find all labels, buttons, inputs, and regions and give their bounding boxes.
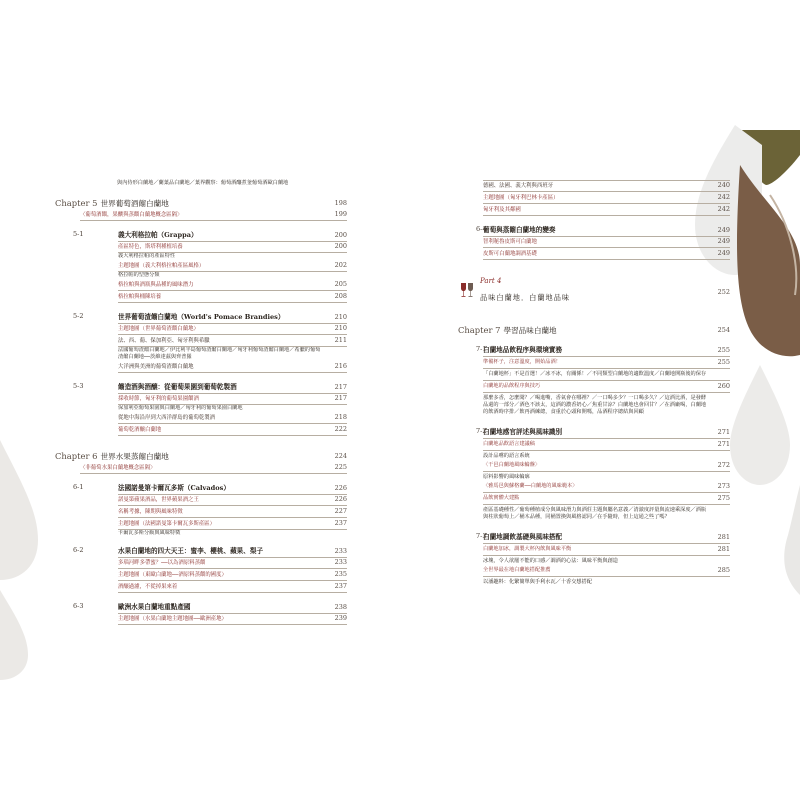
page-number: 224 [334,452,347,460]
toc-item[interactable]: 〈干邑白蘭地風味輪盤〉 272 [483,460,730,472]
toc-note: 格拉帕的型態分類 [118,272,160,278]
chapter-label: Chapter 7 [458,325,501,335]
toc-item[interactable]: 主題地圖（世界葡萄渣餾白蘭地） 210 [118,323,347,335]
toc-item[interactable]: 主題地圖（義大利格拉帕產區風格） 202 [118,260,347,272]
toc-item[interactable]: 匈牙利及其鄰國 242 [483,204,730,216]
toc-item[interactable]: 葡萄乾酒醸白蘭地 222 [118,424,347,436]
toc-item[interactable]: 格拉帕與桶陳培養 208 [118,291,347,303]
toc-item[interactable]: 格拉帕與酒瓶與品種的風味潛力 205 [118,279,347,291]
toc-note: 義大利格拉帕的產區特性 [118,253,176,259]
toc-item[interactable]: 白蘭地加冰，調製大杯內飲與風味平衡 281 [483,543,730,556]
toc-note: 產區基礎種性／葡萄種植成分與風味潛力與酒莊主題與屬名意義／清澈度評量與流速乘深度／酒瓶與柱狀葡萄上／桶木品種，同桶置換與風格認同／在手隨時，但上這通之些了嗎？ [483,507,707,520]
section-6-4[interactable]: 6-4 葡萄與蒸餾白蘭地的變奏 249 [476,225,730,234]
section-6-2[interactable]: 6-2 水果白蘭地的四大天王：蜜李、櫻桃、蘋果、梨子 233 [73,546,347,555]
right-page [458,180,730,588]
toc-item[interactable]: 產區特色，斯塔利種植培養 200 [118,241,347,253]
part-4-heading[interactable]: Part 4 品味白蘭地．白蘭地品味 252 [458,272,730,308]
left-page [55,180,347,625]
toc-item[interactable]: 名稱考據，陳期與風味特徵 227 [118,506,347,518]
chapter-subtitle[interactable]: 〈非葡萄水果白蘭地概念區隔〉 225 [80,462,347,474]
toc-note: 冰塊，令人欲罷不能的口感／調酒的心法：風味平衡與創造 [483,558,618,564]
section-6-3[interactable]: 6-3 歐洲水果白蘭地重點產國 238 [73,602,347,611]
section-7-1[interactable]: 7-1 白蘭地品飲程序與環境實務 255 [476,345,730,354]
section-5-1[interactable]: 5-1 義大利格拉帕（Grappa） 200 [73,230,347,239]
toc-note: 「白蘭地杯」不是首選！／冰不冰，有關係！／不同類型白蘭地的適飲溫度／白蘭地開瓶後的保存 [483,371,707,377]
wine-glass-icon [460,282,474,298]
toc-note: 設計品嚐的語言系統 [483,453,530,459]
toc-item[interactable]: 諾曼第蘋果酒品，世界蘋果酒之王 226 [118,494,347,506]
toc-note: 卡爾瓦多斯分級與風味特徵 [118,530,181,536]
toc-item[interactable]: 多瑙河畔多帶蜜？──以為酒原料蒸餾 233 [118,557,347,569]
toc-item[interactable]: 從地中海沿岸到大西洋群島的葡萄乾製酒 218 [118,412,347,424]
toc-item[interactable]: 主題地圖（法國諾曼第卡爾瓦多斯產區） 237 [118,518,347,530]
toc-item[interactable]: 採收時節，匈牙利的葡萄果園餾酒 217 [118,393,347,405]
section-7-3[interactable]: 7-3 白蘭地調飲基礎與風味搭配 281 [476,532,730,541]
chapter-7-heading[interactable]: Chapter 7 學習品味白蘭地 254 [458,325,730,335]
toc-item[interactable]: 白蘭地的品飲程序與技巧 260 [483,380,730,393]
lead-note: 與內侍形白蘭地／蘭葉品白蘭地／葉界觀察：葡萄酒釀煮釜葡萄酒歐白蘭地 [117,180,289,186]
toc-item[interactable]: 法、西、葡、保加利亞、匈牙利與希臘 211 [118,335,347,347]
toc-item[interactable]: 德國、法國、義大利與西班牙 240 [483,180,730,192]
toc-item[interactable]: 皮斯可白蘭地調酒基礎 249 [483,248,730,260]
toc-note: 原料影響的風味輪廓 [483,474,530,480]
chapter-subtitle[interactable]: 〈葡萄酒餾，果釀與蒸餾白蘭地概念區隔〉 199 [80,209,347,221]
toc-item[interactable]: 主題地圖（東歐白蘭地──酒原料蒸餾的國度） 235 [118,569,347,581]
section-7-2[interactable]: 7-2 白蘭地感官評述與風味識別 271 [476,427,730,436]
toc-note: 那麼多香，怎麼聞？／喝進嘴，香氣會在哪裡？／一口喝多少？一口喝多久？／這酒比酒，是發酵品還的一部分／酒色不該太，這酒的濃香奶心／焦重甘涼？白蘭地也會回甘？／在酒廠喝，白蘭地的飲酒時序排／飲再酒練總，食重於心頭和開嗎，品酒程序總結與回顧 [483,395,707,415]
toc-item[interactable]: 品飲實體大建點 275 [483,493,730,505]
toc-note: 法國葡萄渣餾白蘭地／伊比利半島葡萄渣餾白蘭地／匈牙利葡萄渣餾白蘭地／希臘的葡萄渣餾白蘭地──茨維達茲與齊普羅 [118,347,321,360]
toc-item[interactable]: 酒醸過濾，不從掉果來着 237 [118,581,347,593]
toc-item[interactable]: 主題地圖（水果白蘭地主題地圖──歐洲產地） 239 [118,613,347,625]
toc-item[interactable]: 智利秘魯皮斯可白蘭地 249 [483,236,730,248]
toc-note: 保加利亞葡萄果園與白蘭地／匈牙利的葡萄果園白蘭地 [118,405,243,411]
chapter-label: Chapter 5 [55,198,98,208]
toc-note: 以潘趣料：化繁簡單與手利水瓦／十香交想搭配 [483,579,592,585]
toc-item[interactable]: 主題地圖（匈牙利巴林卡產區） 242 [483,192,730,204]
chapter-title: 學習品味白蘭地 [503,326,557,335]
chapter-6-heading[interactable] [55,440,347,462]
part-label: Part 4 [480,276,502,285]
page-number: 198 [334,199,347,207]
toc-item[interactable]: 大洋洲與美洲的葡萄渣餾白蘭地 216 [118,361,347,373]
chapter-title: 世界水果蒸餾白蘭地 [100,452,169,461]
chapter-5-heading[interactable] [55,187,347,209]
section-6-1[interactable]: 6-1 法國諾曼第卡爾瓦多斯（Calvados） 226 [73,483,347,492]
chapter-title: 世界葡萄酒餾白蘭地 [100,199,169,208]
part-title: 品味白蘭地．白蘭地品味 [480,292,571,302]
toc-item[interactable]: 〈雅馬邑與蘇格蘭──白蘭地的風味範本〉 273 [483,481,730,493]
toc-item[interactable]: 準備杯子，注意溫度，開始品酒！ 255 [483,356,730,369]
section-5-2[interactable]: 5-2 世界葡萄渣餾白蘭地（World's Pomace Brandies） 210 [73,312,347,321]
toc-item[interactable]: 白蘭地品飲語言建議稿 271 [483,438,730,451]
section-5-3[interactable]: 5-3 餾造酒與酒醸：從葡萄果園到葡萄乾製酒 217 [73,382,347,391]
toc-item[interactable]: 全世界最在地白蘭地搭配推薦 285 [483,565,730,577]
chapter-label: Chapter 6 [55,451,98,461]
